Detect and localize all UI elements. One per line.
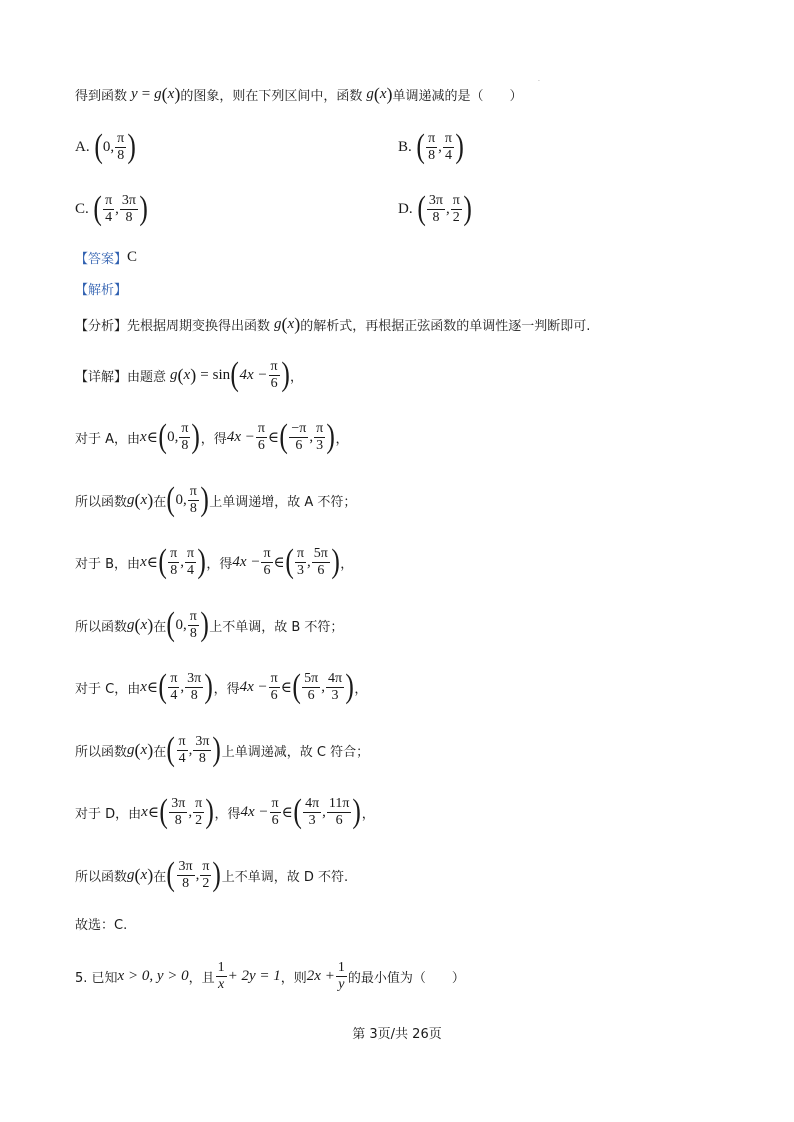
paren-open: (	[166, 731, 176, 768]
step-for-c	[75, 668, 367, 706]
so-a-x: x	[140, 491, 148, 508]
fenxi-text1: 先根据周期变换得出函数	[127, 319, 271, 334]
so-c-x: x	[140, 741, 148, 758]
step-d-tail: ，	[361, 806, 375, 822]
so-a-pre: 所以函数	[75, 494, 128, 510]
step-c-in: ∈	[146, 679, 158, 696]
option-c-comma: ,	[115, 200, 119, 217]
paren-close: )	[455, 128, 464, 165]
paren-open: (	[134, 489, 141, 510]
paren-open: (	[416, 128, 425, 165]
paren-close: )	[294, 314, 301, 334]
paren-close: )	[205, 793, 215, 830]
q5-and: ，且	[188, 971, 215, 986]
paren-close: )	[147, 739, 154, 760]
paren-close: )	[200, 606, 209, 643]
xiangjie-eq: =	[200, 366, 209, 383]
so-a-frac: $\frac{\pi}{8}$	[189, 483, 197, 516]
step-c-tail: ，	[354, 681, 368, 697]
option-c	[75, 190, 148, 228]
step-b-comma: ,	[180, 553, 184, 570]
so-a-at: 在	[153, 494, 167, 510]
step-b-f2: $\frac{\pi}{4}$	[187, 545, 195, 578]
q5-num: 5. 已知	[75, 971, 118, 986]
step-b-get: ，得	[206, 556, 233, 572]
paren-open: (	[158, 418, 167, 455]
paren-open: (	[417, 190, 426, 227]
step-c-expr: 4x −	[239, 678, 268, 695]
option-b-frac2: $\frac{\pi}{4}$	[444, 130, 452, 163]
xiangjie-sin: sin	[212, 366, 231, 383]
so-b-pre: 所以函数	[75, 619, 128, 635]
step-b-x: x	[140, 553, 147, 570]
step-d-in2: ∈	[281, 804, 293, 821]
step-c-x: x	[140, 678, 147, 695]
intro-eq: =	[141, 86, 151, 102]
so-c-f2: $\frac{3\pi}{8}$	[195, 733, 210, 766]
paren-close: )	[352, 793, 362, 830]
step-a-left: 0,	[167, 428, 179, 445]
step-a-in: ∈	[146, 429, 158, 446]
step-so-c	[75, 731, 369, 769]
xiangjie-x: x	[183, 366, 191, 383]
q5-frac1: $\frac{1}{x}$	[217, 960, 225, 992]
step-b-expr: 4x −	[232, 553, 261, 570]
step-d-r2: $\frac{11\pi}{6}$	[328, 795, 350, 828]
paren-open: (	[292, 668, 301, 705]
paren-open: (	[166, 856, 176, 893]
so-d-f1: $\frac{3\pi}{8}$	[178, 858, 193, 891]
step-for-d	[75, 793, 375, 831]
option-b-frac1: $\frac{\pi}{8}$	[428, 130, 436, 163]
so-d-at: 在	[153, 869, 167, 885]
step-b-efrac: $\frac{\pi}{6}$	[263, 545, 271, 578]
step-a-in2: ∈	[267, 429, 280, 446]
step-d-pre: 对于 D，由	[75, 806, 142, 822]
step-a-expr: 4x −	[226, 428, 255, 445]
paren-open: (	[166, 606, 176, 643]
step-c-r2: $\frac{4\pi}{3}$	[327, 670, 343, 703]
step-d-f2: $\frac{\pi}{2}$	[195, 795, 203, 828]
step-d-in: ∈	[147, 804, 159, 821]
so-b-tail: 上不单调，故 B 不符；	[209, 619, 344, 635]
fenxi-g: g	[274, 316, 282, 332]
step-c-comma: ,	[180, 678, 185, 695]
step-so-a	[75, 481, 356, 519]
so-b-at: 在	[153, 619, 167, 635]
xiangjie-tail: ，	[289, 369, 303, 385]
option-a-left: 0,	[102, 138, 115, 155]
option-c-label: C.	[75, 200, 89, 217]
option-b	[398, 128, 464, 166]
paren-close: )	[190, 364, 197, 385]
paren-close: )	[147, 864, 154, 885]
paren-close: )	[139, 190, 148, 227]
fenxi-x: x	[287, 316, 295, 332]
paren-open: (	[177, 364, 184, 385]
xiangjie-inner: 4x −	[239, 366, 268, 383]
so-a-tail: 上单调递增，故 A 不符；	[209, 494, 357, 510]
paren-open: (	[134, 614, 141, 635]
step-a-tail: ，	[335, 431, 349, 447]
step-b-in2: ∈	[273, 554, 285, 571]
step-b-r1: $\frac{\pi}{3}$	[296, 545, 305, 578]
option-c-frac2: $\frac{3\pi}{8}$	[121, 192, 136, 225]
intro-x: x	[167, 86, 175, 102]
step-c-get: ，得	[213, 681, 240, 697]
xiangjie-tag: 【详解】	[75, 369, 128, 385]
step-a-r1: $\frac{-\pi}{6}$	[291, 420, 307, 453]
paren-open: (	[94, 128, 103, 165]
step-b-in: ∈	[146, 554, 158, 571]
step-a-efrac: $\frac{\pi}{6}$	[257, 420, 265, 453]
paren-open: (	[134, 864, 141, 885]
q5-then: ，则	[280, 971, 307, 986]
option-d-label: D.	[398, 200, 413, 217]
option-d	[398, 190, 472, 228]
paren-close: )	[127, 128, 137, 165]
paren-open: (	[166, 481, 176, 518]
so-c-pre: 所以函数	[75, 744, 128, 760]
step-a-x: x	[140, 428, 147, 445]
paren-close: )	[204, 668, 214, 705]
step-d-f1: $\frac{3\pi}{8}$	[171, 795, 186, 828]
so-c-at: 在	[153, 744, 167, 760]
so-a-g: g	[127, 491, 135, 508]
paren-close: )	[174, 84, 181, 104]
step-d-x: x	[141, 803, 148, 820]
step-c-f2: $\frac{3\pi}{8}$	[187, 670, 202, 703]
intro-line	[75, 84, 523, 105]
step-d-comma2: ,	[322, 803, 326, 820]
step-a-get: ，得	[200, 431, 227, 447]
q5-cond: x > 0, y > 0	[117, 968, 189, 984]
step-so-d	[75, 856, 348, 894]
paren-open: (	[134, 739, 141, 760]
choose-text: 故选：C.	[75, 918, 128, 933]
analysis-line	[75, 279, 127, 298]
paren-open: (	[161, 84, 168, 104]
paren-close: )	[326, 418, 336, 455]
paren-open: (	[158, 543, 167, 580]
so-d-tail: 上不单调，故 D 不符.	[221, 869, 349, 885]
paren-close: )	[331, 543, 340, 580]
xiangjie-line	[75, 356, 303, 394]
page-footer: 第 3页/共 26页	[352, 1027, 442, 1042]
step-b-pre: 对于 B，由	[75, 556, 141, 572]
intro-mid: 的图象，则在下列区间中，函数	[180, 89, 363, 104]
option-d-frac1: $\frac{3\pi}{8}$	[428, 192, 443, 225]
step-d-expr: 4x −	[240, 803, 269, 820]
scan-mark: ·	[538, 78, 540, 85]
step-d-efrac: $\frac{\pi}{6}$	[271, 795, 279, 828]
fenxi-line	[75, 314, 590, 335]
paren-open: (	[93, 190, 102, 227]
so-d-comma: ,	[195, 866, 200, 883]
answer-value: C	[127, 249, 138, 265]
option-a-label: A.	[75, 138, 90, 155]
so-c-tail: 上单调递减，故 C 符合；	[221, 744, 370, 760]
paren-close: )	[147, 614, 154, 635]
q5-plus: + 2y = 1	[227, 968, 281, 984]
so-d-x: x	[140, 866, 148, 883]
step-d-r1: $\frac{4\pi}{3}$	[305, 795, 320, 828]
step-c-in2: ∈	[280, 679, 292, 696]
question-5	[75, 960, 465, 993]
fenxi-text2: 的解析式，再根据正弦函数的单调性逐一判断即可.	[300, 319, 591, 334]
so-a-left: 0,	[175, 491, 187, 508]
so-d-pre: 所以函数	[75, 869, 128, 885]
q5-frac2: $\frac{1}{y}$	[337, 960, 345, 992]
step-so-b	[75, 606, 343, 644]
xiangjie-text: 由题意	[127, 369, 167, 385]
step-for-a	[75, 418, 349, 456]
option-c-frac1: $\frac{\pi}{4}$	[105, 192, 113, 225]
paren-open: (	[293, 793, 302, 830]
paren-close: )	[191, 418, 201, 455]
paren-open: (	[373, 84, 380, 104]
option-d-frac2: $\frac{\pi}{2}$	[452, 192, 460, 225]
analysis-tag: 【解析】	[75, 283, 128, 298]
paren-open: (	[158, 668, 167, 705]
so-c-f1: $\frac{\pi}{4}$	[178, 733, 186, 766]
step-a-frac: $\frac{\pi}{8}$	[181, 420, 189, 453]
so-b-x: x	[140, 616, 148, 633]
paren-open: (	[281, 314, 288, 334]
option-a-frac: $\frac{\pi}{8}$	[117, 130, 125, 163]
step-c-pre: 对于 C，由	[75, 681, 141, 697]
option-a	[75, 128, 137, 166]
q5-expr: 2x +	[306, 968, 335, 984]
intro-y: y	[131, 86, 138, 102]
choose-line	[75, 914, 127, 933]
intro-g: g	[154, 86, 162, 102]
paren-close: )	[281, 356, 290, 393]
so-c-g: g	[127, 741, 135, 758]
so-d-f2: $\frac{\pi}{2}$	[202, 858, 210, 891]
paren-close: )	[212, 731, 222, 768]
answer-tag: 【答案】	[75, 252, 128, 267]
intro-prefix: 得到函数	[75, 89, 128, 104]
step-c-efrac: $\frac{\pi}{6}$	[270, 670, 278, 703]
step-for-b	[75, 543, 353, 581]
intro-g2: g	[366, 86, 374, 102]
fenxi-tag: 【分析】	[75, 319, 128, 334]
option-b-comma: ,	[438, 138, 442, 155]
so-b-left: 0,	[175, 616, 187, 633]
paren-open: (	[285, 543, 294, 580]
step-b-tail: ，	[340, 556, 354, 572]
xiangjie-g: g	[170, 366, 178, 383]
intro-suffix: 单调递减的是（ ）	[392, 89, 523, 104]
step-b-f1: $\frac{\pi}{8}$	[170, 545, 178, 578]
option-d-comma: ,	[446, 200, 450, 217]
paren-close: )	[197, 543, 206, 580]
so-c-comma: ,	[188, 741, 193, 758]
option-b-label: B.	[398, 138, 412, 155]
paren-close: )	[386, 84, 393, 104]
so-d-g: g	[127, 866, 135, 883]
step-d-comma: ,	[188, 803, 193, 820]
paren-close: )	[463, 190, 472, 227]
paren-open: (	[159, 793, 168, 830]
step-a-pre: 对于 A，由	[75, 431, 141, 447]
paren-open: (	[279, 418, 288, 455]
step-b-comma2: ,	[307, 553, 311, 570]
step-c-comma2: ,	[321, 678, 325, 695]
paren-close: )	[345, 668, 354, 705]
paren-close: )	[147, 489, 154, 510]
step-a-r2: $\frac{\pi}{3}$	[316, 420, 324, 453]
so-b-frac: $\frac{\pi}{8}$	[189, 608, 197, 641]
paren-close: )	[200, 481, 209, 518]
step-b-r2: $\frac{5\pi}{6}$	[313, 545, 328, 578]
q5-tail: 的最小值为（ ）	[347, 971, 465, 986]
xiangjie-frac: $\frac{\pi}{6}$	[270, 358, 278, 391]
answer-line	[75, 248, 137, 267]
step-d-get: ，得	[214, 806, 241, 822]
so-b-g: g	[127, 616, 135, 633]
intro-x2: x	[379, 86, 387, 102]
step-c-r1: $\frac{5\pi}{6}$	[304, 670, 319, 703]
step-a-comma: ,	[309, 428, 314, 445]
paren-open: (	[230, 356, 240, 393]
step-c-f1: $\frac{\pi}{4}$	[170, 670, 178, 703]
paren-close: )	[212, 856, 222, 893]
